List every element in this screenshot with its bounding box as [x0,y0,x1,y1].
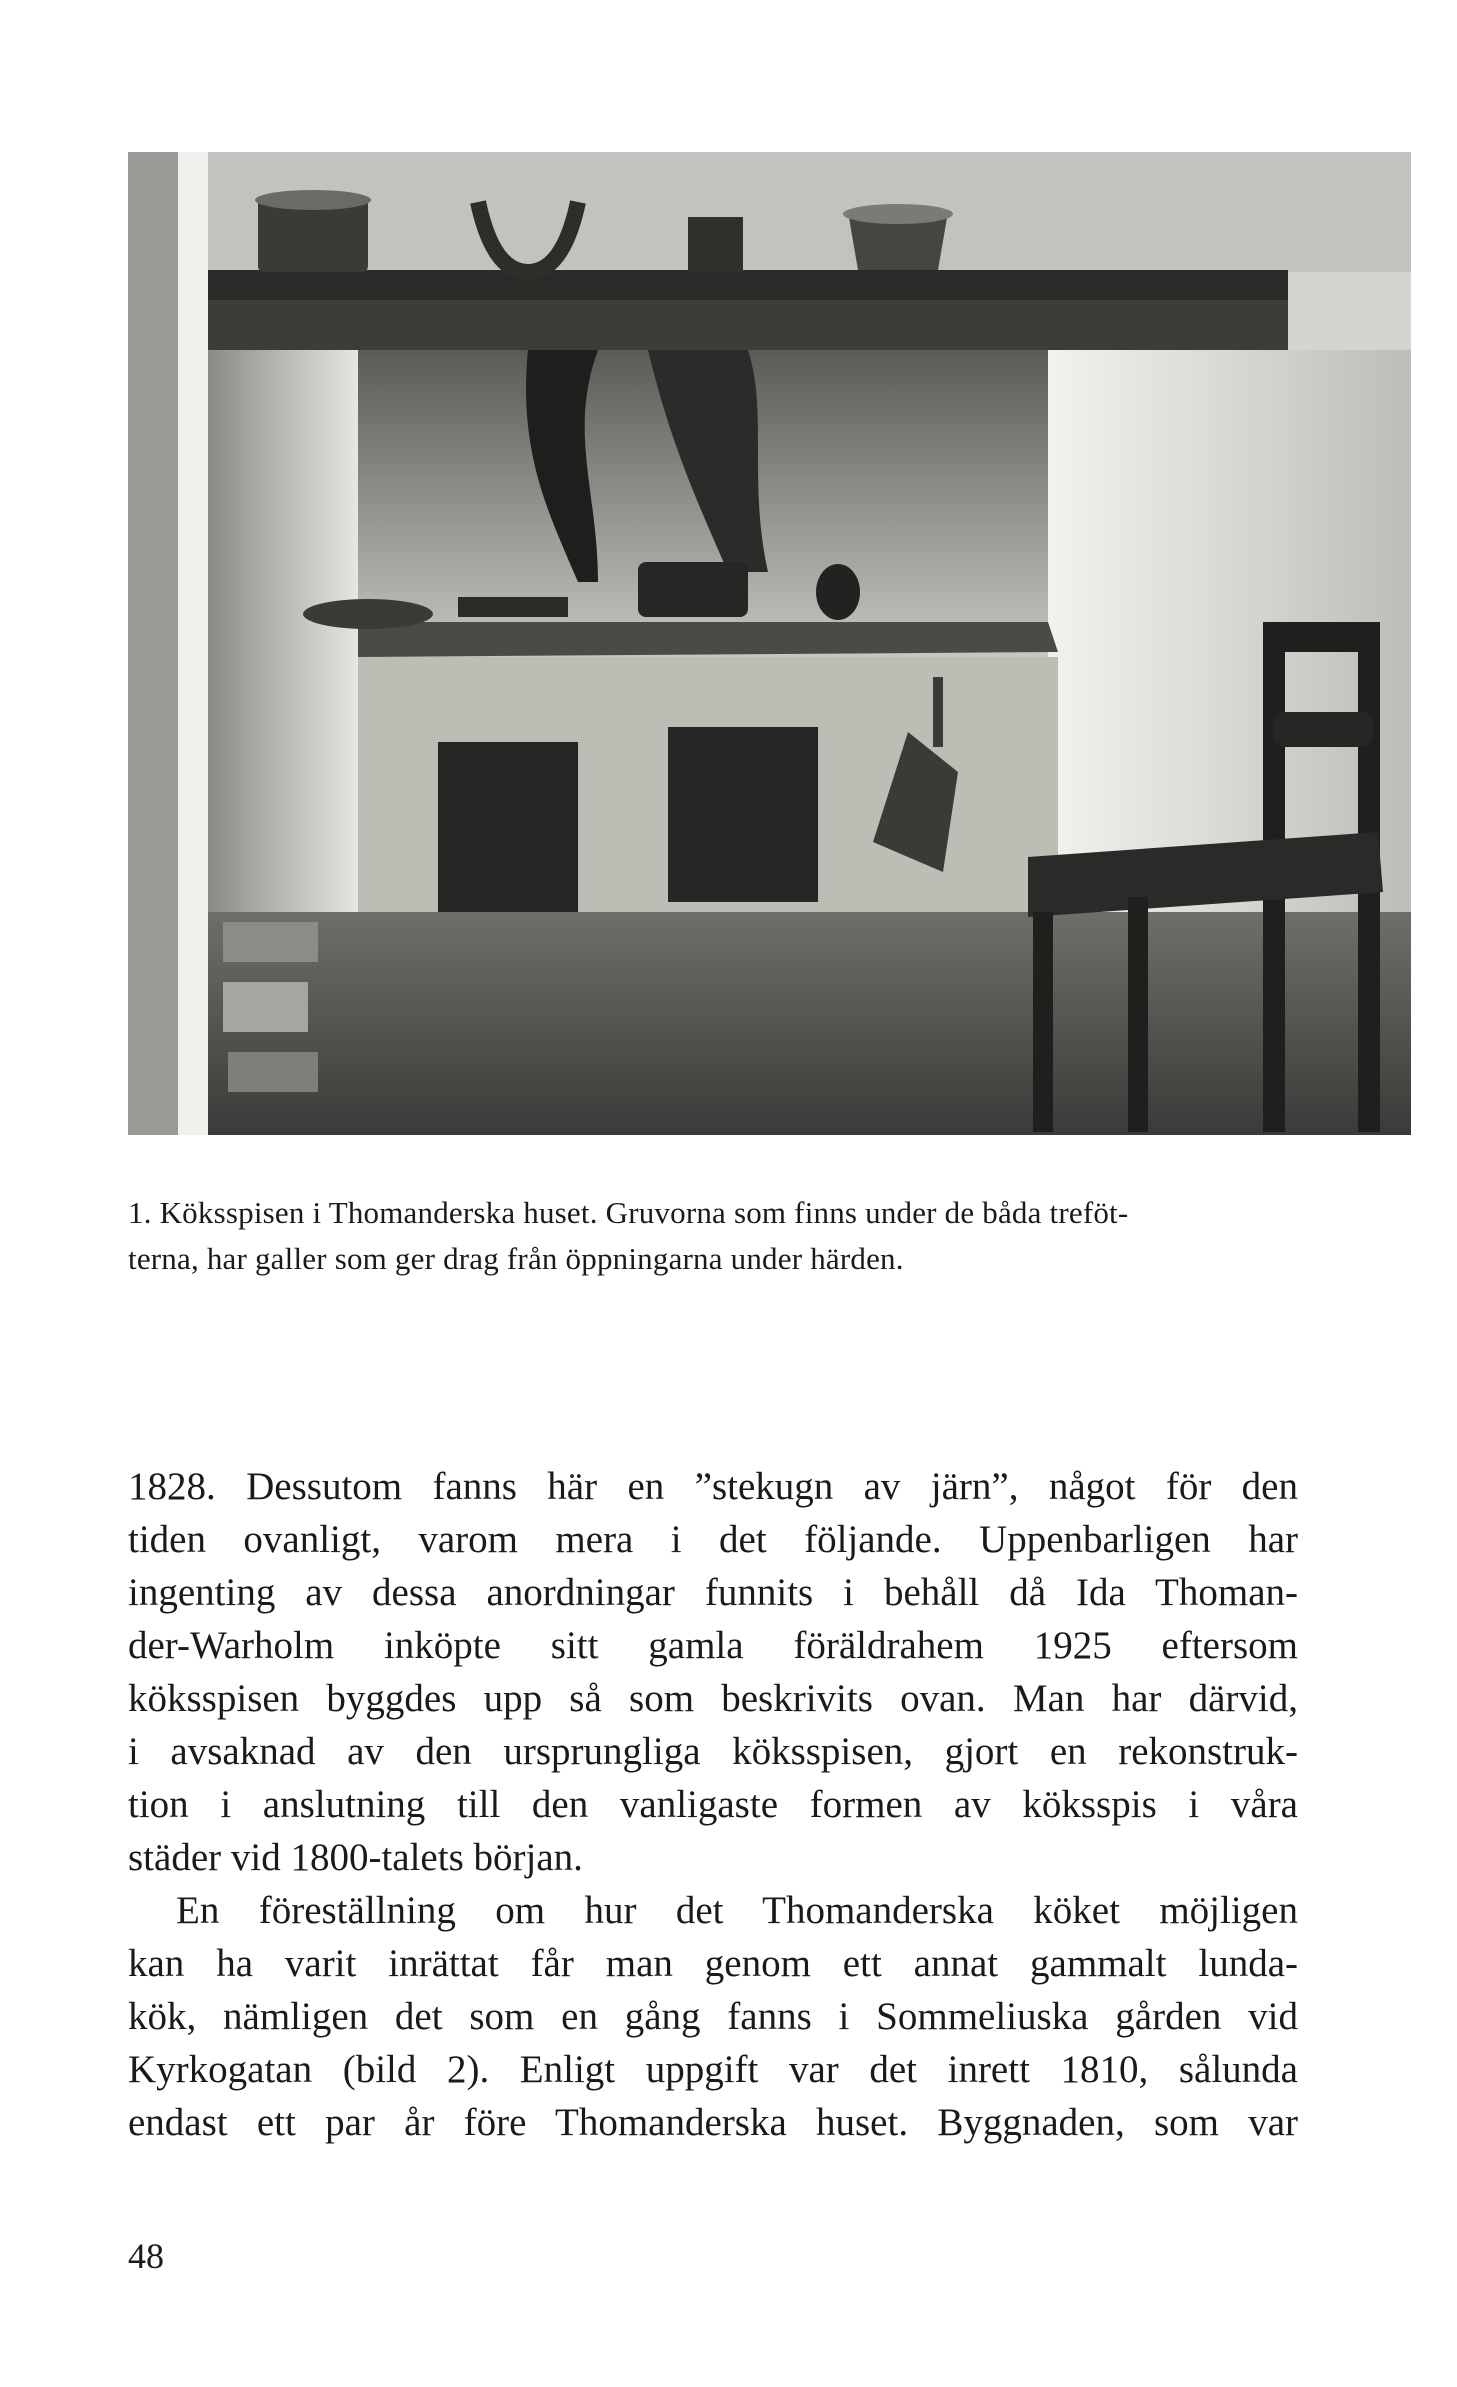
body-line: der-Warholm inköpte sitt gamla föräldrahem 1925 eftersom [128,1624,1298,1667]
body-line: 1828. Dessutom fanns här en ”stekugn av järn”, något för den [128,1465,1298,1508]
body-line: En föreställning om hur det Thomanderska köket möjligen [176,1889,1298,1932]
body-line: ingenting av dessa anordningar funnits i behåll då Ida Thoman- [128,1571,1298,1614]
body-text [128,1460,1298,2149]
figure-caption [128,1190,1328,1282]
body-line: köksspisen byggdes upp så som beskrivits ovan. Man har därvid, [128,1677,1298,1720]
photo-illustration [128,152,1411,1135]
body-line: Kyrkogatan (bild 2). Enligt uppgift var det inrett 1810, sålunda [128,2048,1298,2091]
caption-line: 1. Köksspisen i Thomanderska huset. Gruvorna som finns under de båda treföt- [128,1195,1129,1230]
kitchen-hearth-photo [128,152,1411,1135]
body-line: kök, nämligen det som en gång fanns i Sommeliuska gården vid [128,1995,1298,2038]
page-number: 48 [128,2236,164,2276]
body-line: tiden ovanligt, varom mera i det följande. Uppenbarligen har [128,1518,1298,1561]
body-line: kan ha varit inrättat får man genom ett annat gammalt lunda- [128,1942,1298,1985]
body-line: i avsaknad av den ursprungliga köksspisen, gjort en rekonstruk- [128,1730,1298,1773]
caption-line: terna, har galler som ger drag från öppningarna under härden. [128,1241,904,1276]
body-line: städer vid 1800-talets början. [128,1836,583,1879]
body-line: endast ett par år före Thomanderska huset. Byggnaden, som var [128,2101,1298,2144]
body-line: tion i anslutning till den vanligaste formen av köksspis i våra [128,1783,1298,1826]
